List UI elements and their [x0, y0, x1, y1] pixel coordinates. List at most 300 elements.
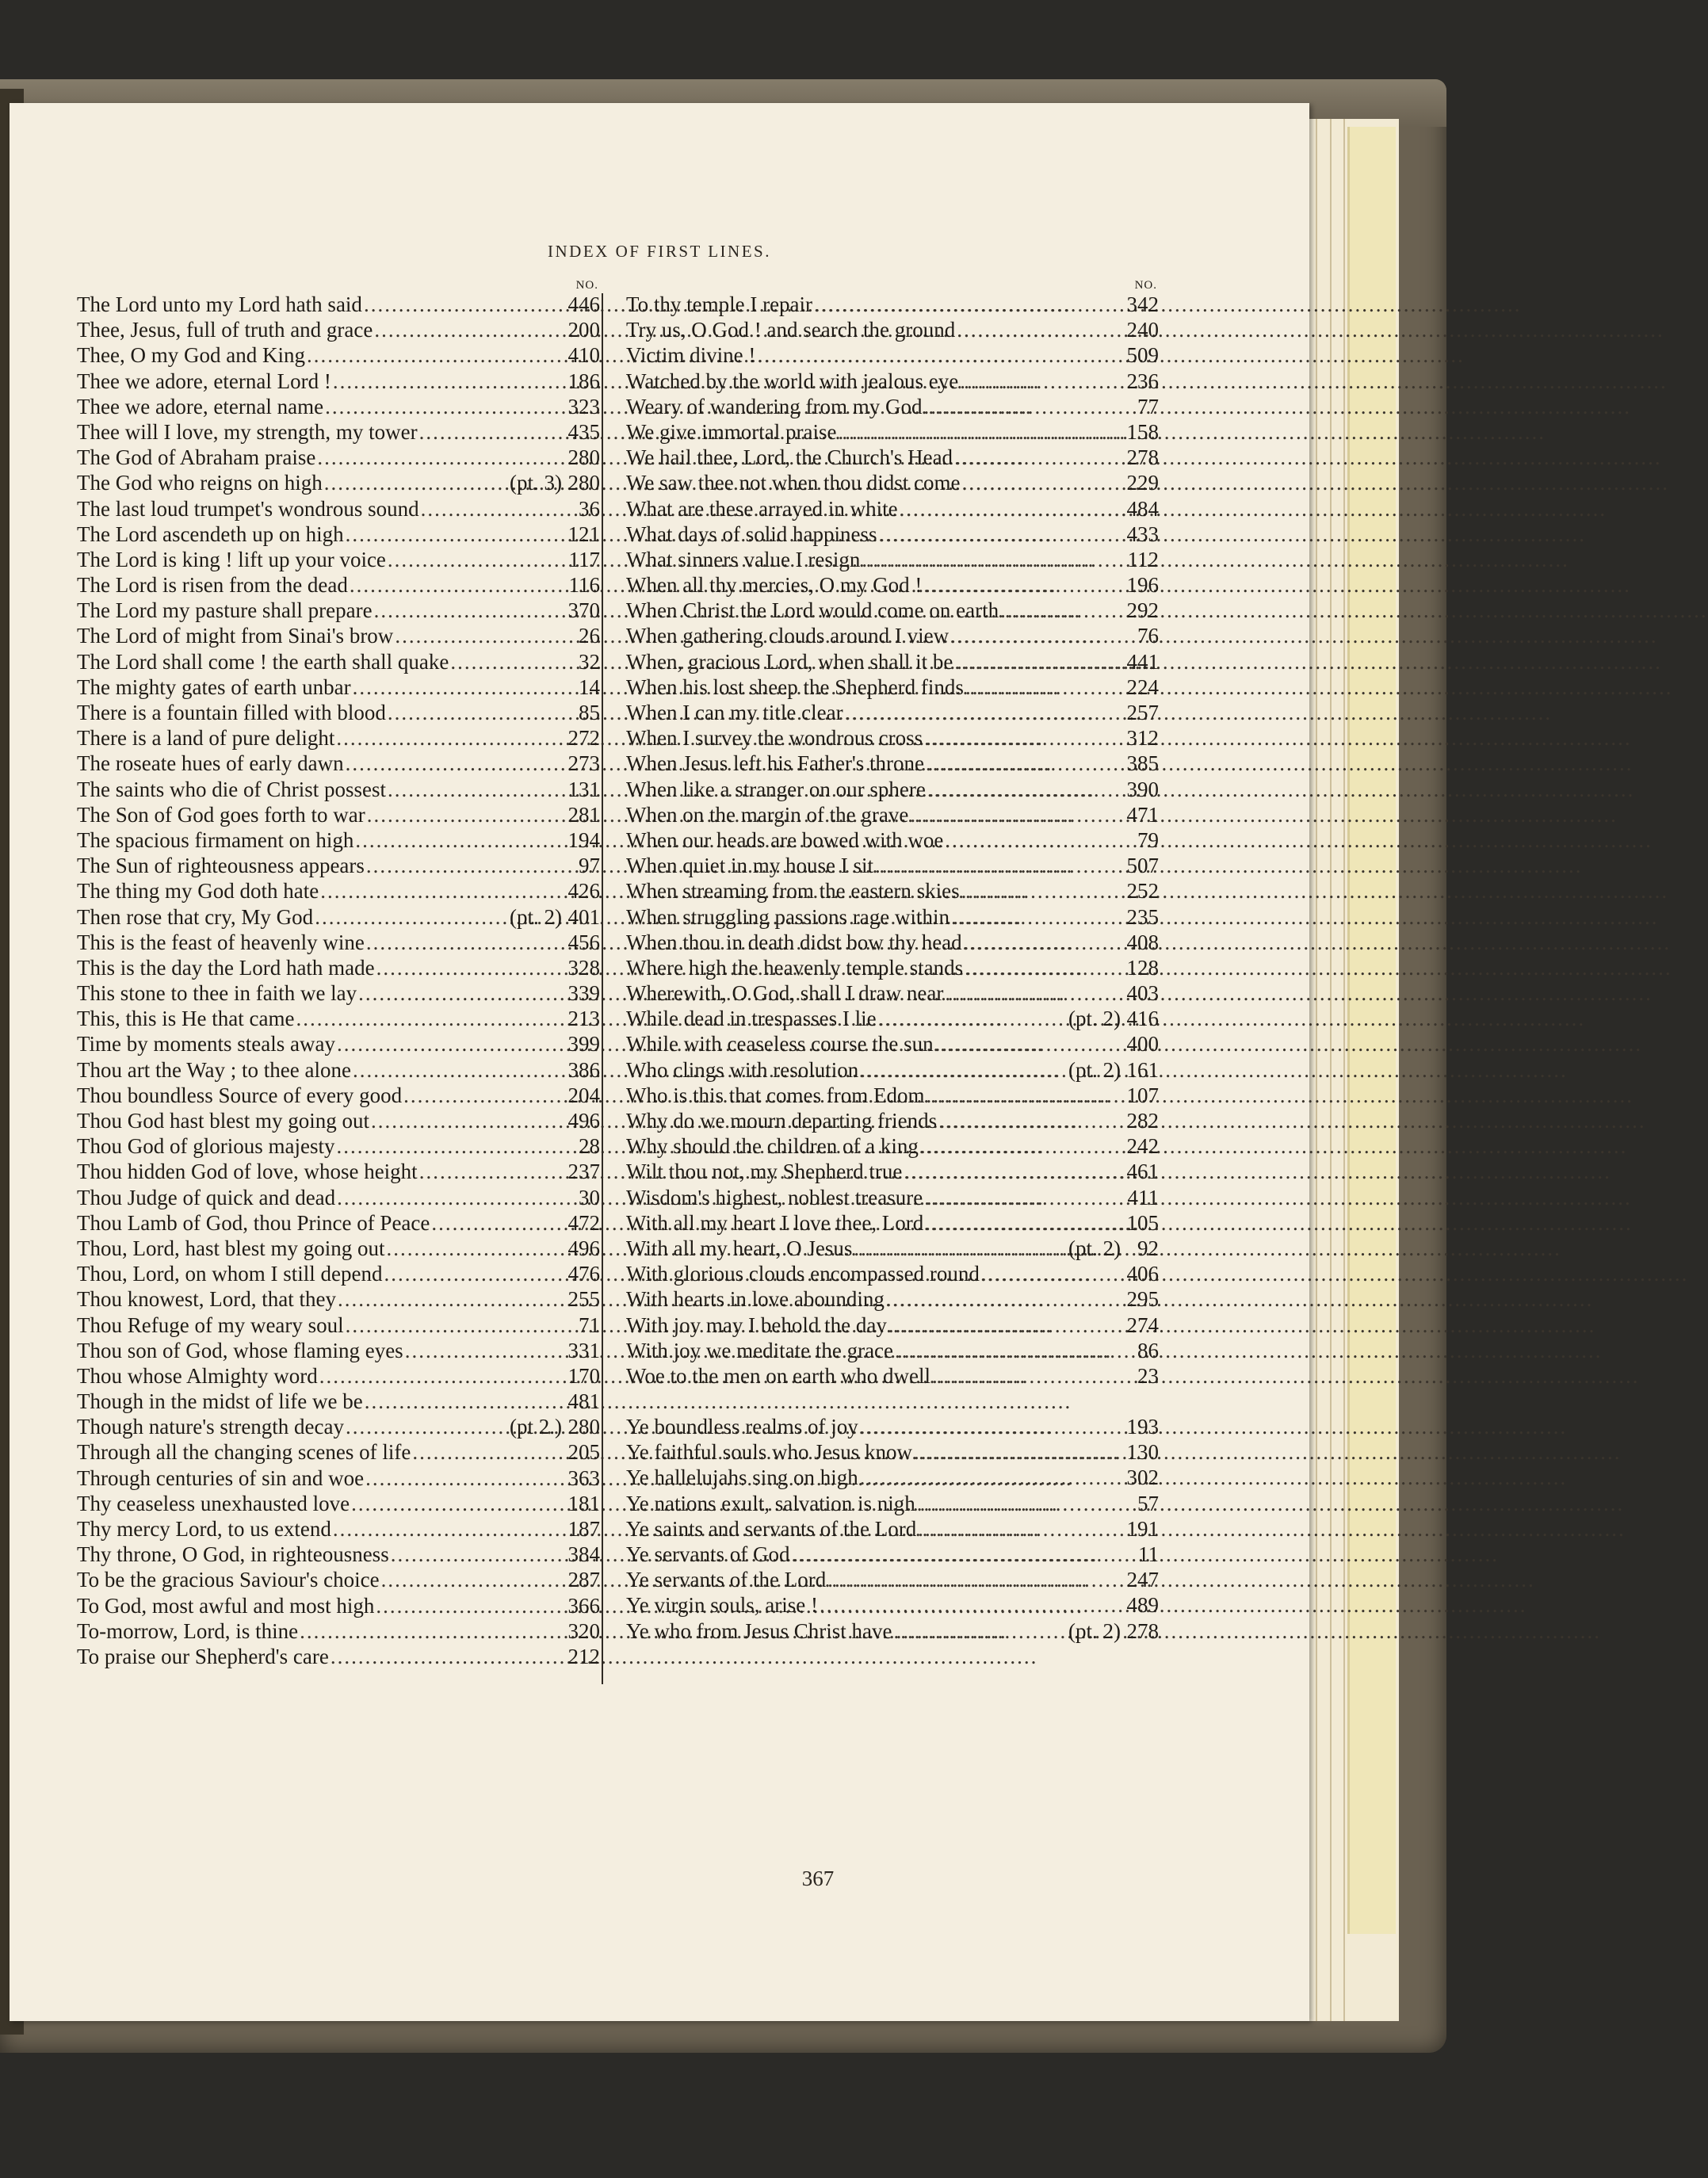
index-entry — [77, 777, 600, 802]
index-entry — [77, 1491, 600, 1516]
index-entry — [626, 1159, 1159, 1184]
first-line-text: Then rose that cry, My God — [77, 904, 314, 929]
dot-leader — [858, 1057, 1068, 1083]
first-line-text: Thou whose Almighty word — [77, 1363, 318, 1388]
dot-leader — [923, 1210, 1121, 1236]
index-entry — [77, 1313, 600, 1338]
first-line-text: What sinners value I resign — [626, 547, 861, 571]
first-line-text: Thou art the Way ; to thee alone — [77, 1057, 351, 1082]
first-line-text: Where high the heavenly temple stands — [626, 955, 964, 980]
hymn-number: 416 — [1126, 1007, 1159, 1031]
index-entry — [626, 1133, 1159, 1159]
index-entry — [626, 1286, 1159, 1312]
hymn-number: 255 — [567, 1287, 600, 1312]
dot-leader — [418, 419, 562, 445]
hymn-number: 384 — [567, 1542, 600, 1567]
index-entry — [77, 1439, 600, 1465]
first-line-text: The Lord ascendeth up on high — [77, 522, 344, 546]
index-entry — [77, 802, 600, 827]
index-entry — [77, 1542, 600, 1567]
first-line-text: This is the feast of heavenly wine — [77, 930, 365, 954]
first-line-text: Try us, O God ! and search the ground — [626, 318, 956, 342]
index-entry — [626, 1057, 1159, 1083]
dot-leader — [419, 496, 562, 522]
hymn-number: 213 — [567, 1007, 600, 1031]
index-entry — [77, 930, 600, 955]
first-line-text: Thou son of God, whose flaming eyes — [77, 1338, 403, 1362]
index-entry — [77, 547, 600, 572]
dot-leader — [923, 1185, 1121, 1210]
first-line-text: This stone to thee in faith we lay — [77, 981, 357, 1006]
first-line-text: Thee, O my God and King — [77, 343, 305, 368]
index-entry — [77, 1057, 600, 1083]
dot-leader — [953, 445, 1121, 470]
dot-leader — [375, 955, 562, 980]
first-line-text: When all thy mercies, O my God ! — [626, 573, 923, 598]
hymn-number: 400 — [1126, 1032, 1159, 1057]
page-title: INDEX OF FIRST LINES. — [548, 242, 771, 261]
dot-leader — [344, 751, 562, 776]
part-note: (pt 2.) — [510, 1415, 562, 1439]
hymn-number: 116 — [568, 573, 600, 598]
hymn-number: 240 — [1126, 318, 1159, 342]
index-entry — [77, 496, 600, 522]
dot-leader — [344, 522, 562, 547]
index-entry — [626, 419, 1159, 445]
hymn-number: 507 — [1126, 854, 1159, 878]
index-entry — [626, 674, 1159, 700]
index-entry — [77, 955, 600, 980]
first-line-text: The thing my God doth hate — [77, 879, 319, 904]
dot-leader — [958, 369, 1121, 394]
dot-leader — [351, 1057, 562, 1083]
dot-leader — [323, 394, 562, 419]
index-entry — [77, 1236, 600, 1261]
index-entry — [77, 1593, 600, 1618]
index-entry — [626, 1567, 1159, 1592]
dot-leader — [335, 1031, 562, 1057]
dot-leader — [962, 930, 1121, 955]
index-entry — [77, 317, 600, 342]
index-entry — [626, 470, 1159, 495]
index-entry — [77, 1083, 600, 1108]
hymn-number: 229 — [1126, 471, 1159, 495]
hymn-number: 403 — [1126, 981, 1159, 1006]
first-line-text: Thee we adore, eternal name — [77, 394, 324, 418]
first-line-text: There is a fountain filled with blood — [77, 701, 386, 724]
index-entry — [626, 1313, 1159, 1338]
first-line-text: Who clings with resolution — [626, 1057, 859, 1082]
first-line-text: We hail thee, Lord, the Church's Head — [626, 445, 953, 470]
dot-leader — [386, 700, 562, 725]
hymn-number: 79 — [1137, 827, 1159, 852]
index-entry — [77, 1133, 600, 1159]
hymn-number: 496 — [567, 1236, 600, 1260]
first-line-text: To God, most awful and most high — [77, 1593, 375, 1618]
dot-leader — [858, 1414, 1121, 1439]
dot-leader — [331, 369, 562, 394]
index-entry — [626, 623, 1159, 648]
dot-leader — [389, 1542, 562, 1567]
first-line-text: Thee we adore, eternal Lord ! — [77, 369, 331, 393]
dot-leader — [852, 1236, 1068, 1261]
first-line-text: The Lord is risen from the dead — [77, 573, 348, 598]
dot-leader — [318, 1363, 562, 1389]
dot-leader — [386, 547, 562, 572]
hymn-number: 295 — [1126, 1287, 1159, 1312]
hymn-number: 302 — [1126, 1465, 1159, 1490]
index-entry — [77, 878, 600, 904]
index-list — [77, 292, 600, 1669]
index-entry — [626, 700, 1159, 725]
index-entry — [77, 1210, 600, 1236]
hymn-number: 30 — [579, 1185, 600, 1209]
first-line-text: Ye nations exult, salvation is nigh — [626, 1491, 915, 1515]
hymn-number: 212 — [567, 1644, 600, 1668]
dot-leader — [843, 700, 1121, 725]
index-entry — [626, 1185, 1159, 1210]
dot-leader — [373, 317, 562, 342]
first-line-text: Woe to the men on earth who dwell — [626, 1363, 930, 1388]
dot-leader — [924, 1083, 1121, 1108]
hymn-number: 281 — [567, 802, 600, 827]
hymn-number: 224 — [1126, 674, 1159, 699]
first-line-text: To be the gracious Saviour's choice — [77, 1568, 380, 1592]
first-line-text: To thy temple I repair — [626, 292, 813, 316]
hymn-number: 121 — [567, 522, 600, 546]
first-line-text: The Sun of righteousness appears — [77, 854, 365, 878]
index-entry — [77, 1108, 600, 1133]
first-line-text: This is the day the Lord hath made — [77, 955, 375, 980]
first-line-text: Ye virgin souls, arise ! — [626, 1593, 819, 1618]
dot-leader — [357, 980, 562, 1006]
index-entry — [626, 1542, 1159, 1567]
dot-leader — [382, 1261, 562, 1286]
first-line-text: When quiet in my house I sit — [626, 854, 873, 878]
index-entry — [77, 1644, 600, 1669]
hymn-number: 278 — [1126, 1618, 1159, 1643]
first-line-text: When like a stranger on our sphere — [626, 777, 926, 801]
hymn-number: 14 — [579, 674, 600, 699]
index-entry — [77, 1159, 600, 1184]
first-line-text: When I can my title clear — [626, 701, 843, 724]
first-line-text: When gathering clouds around I view — [626, 624, 950, 648]
first-line-text: Thee will I love, my strength, my tower — [77, 419, 418, 444]
hymn-number: 323 — [567, 394, 600, 418]
first-line-text: To praise our Shepherd's care — [77, 1644, 329, 1668]
index-entry — [626, 1592, 1159, 1618]
index-entry — [626, 1414, 1159, 1439]
index-entry — [626, 394, 1159, 419]
dot-leader — [335, 1185, 562, 1210]
part-note: (pt. 3) — [510, 471, 562, 495]
hymn-number: 191 — [1126, 1516, 1159, 1541]
hymn-number: 257 — [1126, 701, 1159, 724]
dot-leader — [334, 725, 562, 751]
dot-leader — [402, 1083, 562, 1108]
page-number: 367 — [801, 1867, 835, 1890]
dot-leader — [885, 1286, 1121, 1312]
index-entry — [77, 598, 600, 623]
hymn-number: 446 — [567, 292, 600, 316]
dot-leader — [334, 1133, 562, 1159]
dot-leader — [963, 955, 1121, 980]
index-entry — [77, 292, 600, 317]
hymn-number: 320 — [567, 1618, 600, 1643]
hymn-number: 287 — [567, 1568, 600, 1592]
hymn-number: 112 — [1127, 547, 1159, 571]
first-line-text: Ye who from Jesus Christ have — [626, 1618, 892, 1643]
first-line-text: When our heads are bowed with woe — [626, 827, 944, 852]
index-entry — [77, 419, 600, 445]
dot-leader — [364, 1465, 562, 1491]
part-note: (pt. 2) — [1068, 1057, 1121, 1082]
hymn-number: 433 — [1126, 522, 1159, 546]
dot-leader — [812, 292, 1121, 317]
index-entry — [77, 623, 600, 648]
first-line-text: Thou, Lord, hast blest my going out — [77, 1236, 385, 1260]
index-entry — [77, 522, 600, 547]
hymn-number: 339 — [567, 981, 600, 1006]
index-entry — [626, 1031, 1159, 1057]
hymn-number: 26 — [579, 624, 600, 648]
dot-leader — [915, 1491, 1121, 1516]
index-entry — [626, 1261, 1159, 1286]
first-line-text: Though in the midst of life we be — [77, 1389, 363, 1414]
dot-leader — [923, 725, 1121, 751]
hymn-number: 435 — [567, 419, 600, 444]
dot-leader — [877, 1006, 1068, 1031]
dot-leader — [934, 1031, 1121, 1057]
first-line-text: To-morrow, Lord, is thine — [77, 1618, 299, 1643]
index-entry — [77, 1363, 600, 1389]
first-line-text: The God who reigns on high — [77, 471, 323, 495]
hymn-number: 481 — [567, 1389, 600, 1414]
index-entry — [77, 1031, 600, 1057]
index-entry — [77, 1006, 600, 1031]
hymn-number: 390 — [1126, 777, 1159, 801]
index-entry — [626, 292, 1159, 317]
first-line-text: The saints who die of Christ possest — [77, 777, 386, 801]
first-line-text: Thou, Lord, on whom I still depend — [77, 1262, 383, 1286]
dot-leader — [887, 1313, 1121, 1338]
dot-leader — [362, 292, 562, 317]
first-line-text: The Son of God goes forth to war — [77, 802, 365, 827]
first-line-text: Thou God hast blest my going out — [77, 1109, 369, 1133]
hymn-number: 105 — [1126, 1210, 1159, 1235]
index-entry — [626, 1210, 1159, 1236]
index-entry — [77, 980, 600, 1006]
hymn-number: 236 — [1126, 369, 1159, 393]
dot-leader — [924, 751, 1121, 776]
hymn-number: 92 — [1137, 1236, 1159, 1260]
dot-leader — [315, 445, 562, 470]
first-line-text: Wherewith, O God, shall I draw near — [626, 981, 944, 1006]
index-entry — [626, 802, 1159, 827]
hymn-number: 205 — [567, 1440, 600, 1465]
first-line-text: Thou knowest, Lord, that they — [77, 1287, 336, 1312]
dot-leader — [949, 623, 1121, 648]
index-entry — [77, 649, 600, 674]
index-entry — [626, 955, 1159, 980]
first-line-text: Ye boundless realms of joy — [626, 1415, 858, 1439]
index-column-right — [626, 279, 1159, 1644]
index-entry — [77, 394, 600, 419]
index-entry — [626, 317, 1159, 342]
index-entry — [77, 445, 600, 470]
hymn-number: 328 — [567, 955, 600, 980]
index-entry — [626, 904, 1159, 930]
hymn-number: 370 — [567, 598, 600, 623]
first-line-text: Thy throne, O God, in righteousness — [77, 1542, 389, 1567]
dot-leader — [369, 1108, 562, 1133]
dot-leader — [898, 496, 1121, 522]
first-line-text: Ye faithful souls who Jesus know — [626, 1440, 913, 1465]
dot-leader — [393, 623, 562, 648]
hymn-number: 242 — [1126, 1134, 1159, 1159]
index-entry — [77, 1414, 600, 1439]
hymn-number: 312 — [1126, 726, 1159, 751]
first-line-text: What are these arrayed in white — [626, 496, 898, 521]
dot-leader — [294, 1006, 562, 1031]
dot-leader — [908, 802, 1121, 827]
hymn-number: 36 — [579, 496, 600, 521]
first-line-text: With all my heart I love thee, Lord — [626, 1210, 924, 1235]
dot-leader — [893, 1338, 1121, 1363]
dot-leader — [999, 598, 1121, 623]
dot-leader — [313, 904, 510, 930]
dot-leader — [755, 342, 1121, 368]
dot-leader — [331, 1516, 562, 1542]
index-entry — [626, 1338, 1159, 1363]
hymn-number: 128 — [1126, 955, 1159, 980]
index-entry — [77, 674, 600, 700]
hymn-number: 278 — [1126, 445, 1159, 470]
dot-leader — [960, 878, 1121, 904]
dot-leader — [344, 1313, 562, 1338]
dot-leader — [877, 522, 1121, 547]
hymn-number: 107 — [1126, 1083, 1159, 1107]
dot-leader — [912, 1439, 1121, 1465]
first-line-text: Wisdom's highest, noblest treasure — [626, 1185, 923, 1209]
index-entry — [626, 1108, 1159, 1133]
first-line-text: Thou Judge of quick and dead — [77, 1185, 336, 1209]
hymn-number: 509 — [1126, 343, 1159, 368]
part-note: (pt. 2) — [1068, 1236, 1121, 1260]
index-entry — [77, 1286, 600, 1312]
first-line-text: While dead in trespasses I lie — [626, 1007, 877, 1031]
dot-leader — [892, 1618, 1069, 1644]
hymn-number: 170 — [567, 1363, 600, 1388]
dot-leader — [953, 649, 1121, 674]
first-line-text: Thou Lamb of God, thou Prince of Peace — [77, 1210, 430, 1235]
index-entry — [77, 1516, 600, 1542]
number-column-heading: NO. — [575, 279, 598, 292]
index-entry — [77, 1465, 600, 1491]
first-line-text: Ye servants of the Lord — [626, 1568, 827, 1592]
first-line-text: Thy mercy Lord, to us extend — [77, 1517, 331, 1541]
part-note: (pt. 2) — [1068, 1007, 1121, 1031]
index-entry — [77, 904, 600, 930]
dot-leader — [351, 674, 562, 700]
first-line-text: When struggling passions rage within — [626, 904, 950, 929]
first-line-text: The Lord my pasture shall prepare — [77, 598, 373, 623]
first-line-text: Watched by the world with jealous eye — [626, 369, 959, 393]
dot-leader — [353, 827, 562, 853]
hymn-number: 408 — [1126, 930, 1159, 954]
dot-leader — [418, 1159, 562, 1184]
hymn-number: 77 — [1137, 394, 1159, 418]
number-column-heading: NO. — [1134, 279, 1157, 292]
dot-leader — [323, 470, 510, 495]
hymn-number: 57 — [1137, 1491, 1159, 1515]
first-line-text: Thy ceaseless unexhausted love — [77, 1491, 350, 1515]
dot-leader — [380, 1567, 562, 1592]
hymn-number: 280 — [567, 1415, 600, 1439]
index-entry — [77, 1389, 600, 1414]
hymn-number: 272 — [567, 726, 600, 751]
index-entry — [77, 725, 600, 751]
first-line-text: When Christ the Lord would come on earth — [626, 598, 999, 623]
hymn-number: 11 — [1138, 1542, 1159, 1566]
first-line-text: When streaming from the eastern skies — [626, 879, 960, 904]
first-line-text: Ye hallelujahs sing on high — [626, 1465, 858, 1490]
hymn-number: 489 — [1126, 1593, 1159, 1618]
hymn-number: 186 — [567, 369, 600, 393]
first-line-text: We give immortal praise — [626, 419, 837, 444]
index-entry — [626, 1006, 1159, 1031]
first-line-text: Thou boundless Source of every good — [77, 1083, 403, 1107]
first-line-text: The spacious firmament on high — [77, 827, 354, 852]
dot-leader — [411, 1439, 562, 1465]
index-entry — [626, 369, 1159, 394]
dot-leader — [329, 1644, 562, 1669]
dot-leader — [374, 1593, 562, 1618]
dot-leader — [350, 1491, 562, 1516]
hymn-number: 181 — [567, 1491, 600, 1515]
hymn-number: 366 — [567, 1593, 600, 1618]
first-line-text: With all my heart, O Jesus — [626, 1236, 853, 1260]
dot-leader — [373, 598, 562, 623]
dot-leader — [943, 980, 1121, 1006]
hymn-number: 28 — [579, 1134, 600, 1159]
hymn-number: 331 — [567, 1338, 600, 1362]
hymn-number: 196 — [1126, 573, 1159, 598]
index-entry — [626, 649, 1159, 674]
hymn-number: 32 — [579, 649, 600, 674]
first-line-text: Thou God of glorious majesty — [77, 1134, 335, 1159]
first-line-text: The mighty gates of earth unbar — [77, 674, 351, 699]
index-entry — [626, 980, 1159, 1006]
hymn-number: 130 — [1126, 1440, 1159, 1465]
hymn-number: 472 — [567, 1210, 600, 1235]
hymn-number: 131 — [567, 777, 600, 801]
dot-leader — [930, 1363, 1121, 1389]
hymn-number: 158 — [1126, 419, 1159, 444]
hymn-number: 193 — [1126, 1415, 1159, 1439]
index-entry — [626, 547, 1159, 572]
dot-leader — [818, 1592, 1121, 1618]
hymn-number: 86 — [1137, 1338, 1159, 1362]
hymn-number: 273 — [567, 751, 600, 776]
first-line-text: We saw thee not when thou didst come — [626, 471, 961, 495]
first-line-text: The Lord of might from Sinai's brow — [77, 624, 394, 648]
dot-leader — [926, 777, 1121, 802]
index-entry — [626, 1083, 1159, 1108]
hymn-number: 97 — [579, 854, 600, 878]
hymn-number: 252 — [1126, 879, 1159, 904]
hymn-number: 237 — [567, 1160, 600, 1184]
